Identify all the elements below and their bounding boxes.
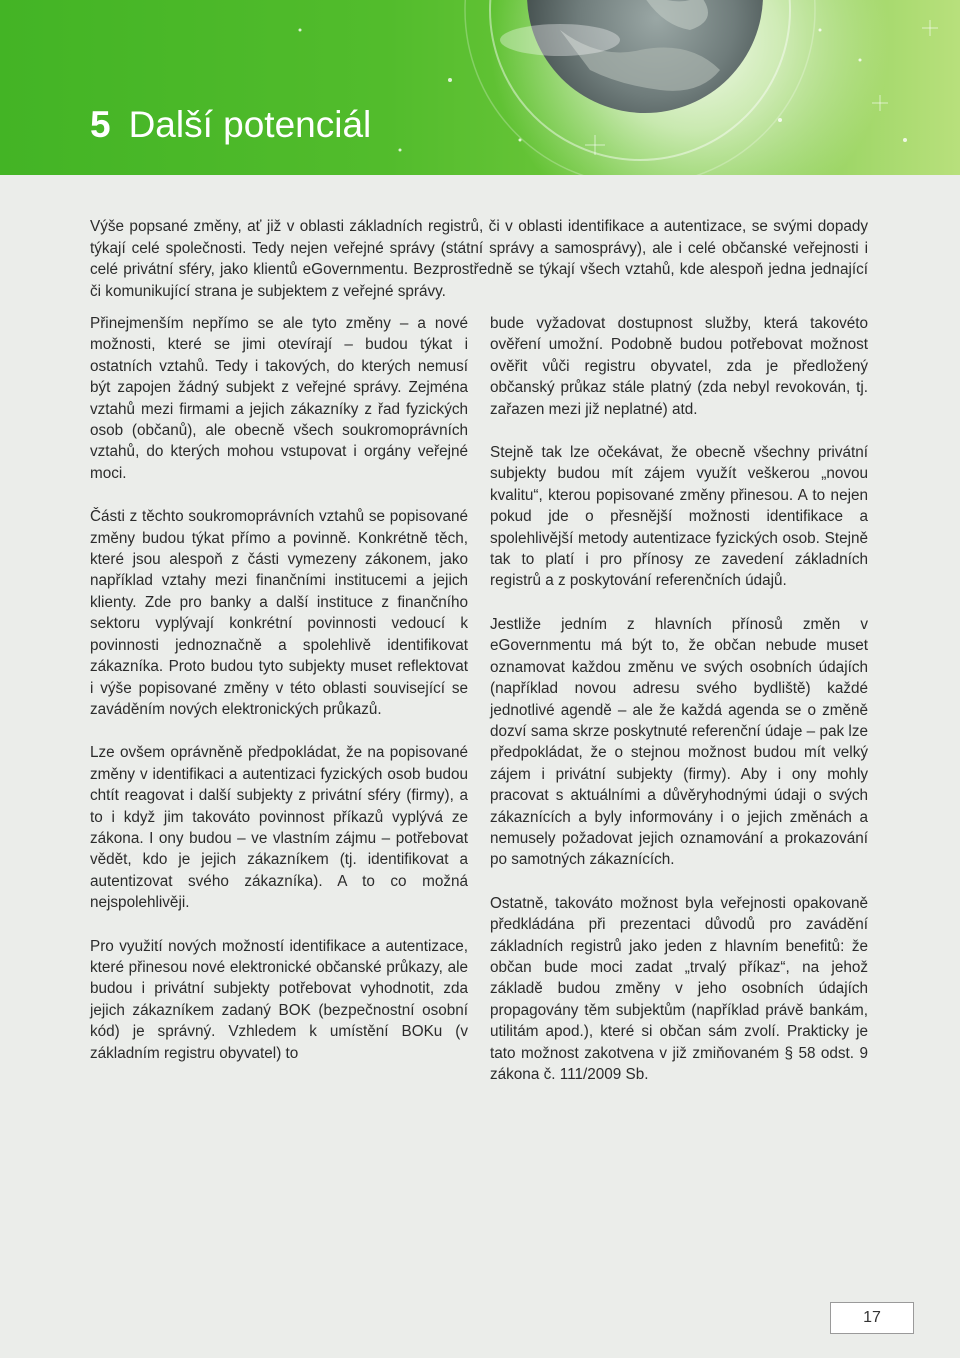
- header-banner: [0, 0, 960, 175]
- page-number: 17: [830, 1302, 914, 1334]
- right-paragraph-4: Ostatně, takováto možnost byla veřejnosti opakovaně předkládána při prezentaci důvodů pro zavádění základních registrů jako jeden z hlavním benefitů: že občan bude moci zadat „trvalý příkaz“, na jehož základě budou změny v jeho osobních údajích propagovány těm subjektům (například právě bankám, utilitám apod.), které si občan sám zvolí. Prakticky je tato možnost zakotvena v již zmiňovaném § 58 odst. 9 zákona č. 111/2009 Sb.: [490, 894, 868, 1083]
- chapter-title: Další potenciál: [128, 104, 372, 145]
- left-paragraph-1: Přinejmenším nepřímo se ale tyto změny – a nové možnosti, které se jimi otevírají – budou týkat i ostatních vztahů. Tedy i takových, do kterých nemusí být zapojen žádný subjekt z veřejné správy. Zejména vztahů mezi firmami a jejich zákazníky z řad fyzických osob (občanů), ale obecně všech soukromoprávních vztahů, do kterých mohou vstupovat i orgány veřejné moci.: [90, 315, 468, 482]
- right-paragraph-1: bude vyžadovat dostupnost služby, která takovéto ověření umožní. Podobně budou potřebovat možnost ověřit vůči registru obyvatel, zda je předložený občanský průkaz stále platný (zda nebyl revokován, tj. zařazen mezi již neplatné) atd.: [490, 315, 868, 418]
- left-paragraph-3: Lze ovšem oprávněně předpokládat, že na popisované změny v identifikaci a autentizaci fyzických osob budou chtít reagovat i další subjekty z privátní sféry (firmy), a to i když jim takováto povinnost příkazů vyplývá ze zákona. I ony budou – ve vlastním zájmu – potřebovat vědět, kdo je jejich zákazníkem (tj. identifikovat a autentizovat svého zákazníka). A to co možná nejspolehlivěji.: [90, 744, 468, 912]
- left-column: [90, 313, 468, 1086]
- right-column: [490, 313, 868, 1107]
- right-paragraph-3: Jestliže jedním z hlavních přínosů změn v eGovernmentu má být to, že občan nebude muset oznamovat každou změnu ve svých osobních údajích (například novou adresu svého bydliště) každé jednotlivé agendě – ale že každá agenda se o změně dozví sama skrze poskytnuté referenční údaje – pak lze předpokládat, že o stejnou možnost budou mít velký zájem i privátní subjekty (firmy). Aby i ony mohly pracovat s aktuálními a důvěryhodnými údaji o svých zákaznících a byly informovány i o jejich změnách a nemusely požadovat jejich oznamování a prokazování po samotných zákaznících.: [490, 615, 868, 869]
- right-paragraph-2: Stejně tak lze očekávat, že obecně všechny privátní subjekty budou mít zájem využít veškerou „novou kvalitu“, kterou popisované změny přinesou. A to nejen pokud jde o přesnější možnosti identifikace a spolehlivější metody autentizace fyzických osob. Stejně tak to platí i pro přínosy ze zavedení základních registrů a z poskytování referenčních údajů.: [490, 444, 868, 590]
- left-paragraph-4: Pro využití nových možností identifikace a autentizace, které přinesou nové elektronické občanské průkazy, ale budou i privátní subjekty potřebovat vyhodnotit, zda jejich zákazníkem zadaný BOK (bezpečnostní osobní kód) je správný. Vzhledem k umístění BOKu (v základním registru obyvatel) to: [90, 937, 468, 1062]
- intro-section: [90, 216, 868, 302]
- chapter-number: 5: [90, 104, 111, 145]
- intro-paragraph: Výše popsané změny, ať již v oblasti základních registrů, či v oblasti identifikace a autentizace, se svými dopady týkají celé společnosti. Tedy nejen veřejné správy (státní správy a samosprávy), ale i celé občanské veřejnosti i celé privátní sféry, jako klientů eGovernmentu. Bezprostředně se týkají všech vztahů, kde alespoň jedna jednající či komunikující strana je subjektem z veřejné správy.: [90, 218, 868, 300]
- chapter-heading: [90, 104, 371, 146]
- left-paragraph-2: Části z těchto soukromoprávních vztahů se popisované změny budou týkat přímo a povinně. Konkrétně těch, které jsou alespoň z části vymezeny zákonem, jako například vztahy mezi finančními institucemi a jejich klienty. Zde pro banky a další instituce z finančního sektoru vyplývají konkrétní povinnosti vedoucí k povinnosti jednoznačně a spolehlivě identifikovat zákazníka. Proto budou tyto subjekty muset reflektovat i výše popisované změny v této oblasti související se zaváděním nových elektronických průkazů.: [90, 508, 468, 718]
- globe-illustration: [0, 0, 960, 175]
